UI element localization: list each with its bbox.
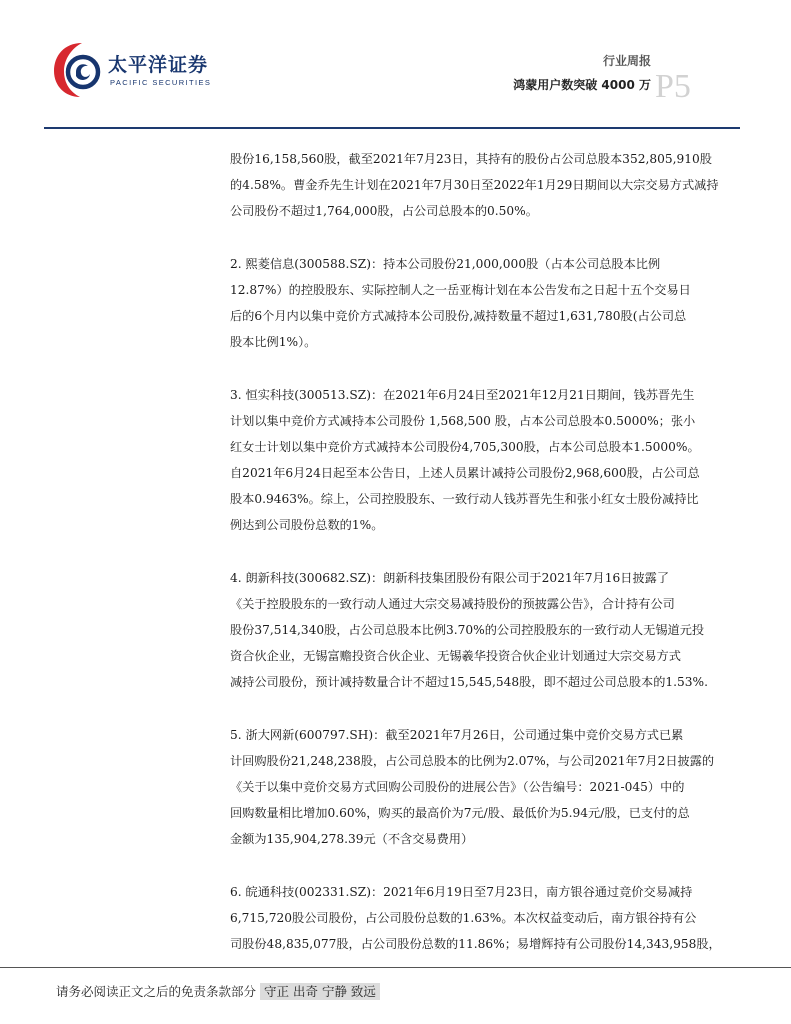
report-type: 行业周报 (602, 54, 651, 68)
company-logo (52, 40, 212, 100)
header-divider (44, 127, 740, 129)
company-slogan: 守正 出奇 宁静 致远 (260, 983, 380, 1000)
report-body (230, 146, 736, 984)
paragraph (230, 722, 736, 852)
text-line: 计划以集中竞价方式减持本公司股份 1,568,500 股，占本公司总股本0.5000%；张小 (230, 414, 696, 428)
paragraph (230, 565, 736, 695)
text-line: 《关于控股股东的一致行动人通过大宗交易减持股份的预披露公告》，合计持有公司 (230, 597, 675, 611)
footer-divider (0, 967, 791, 968)
text-line: 《关于以集中竞价交易方式回购公司股份的进展公告》（公告编号：2021-045）中的 (230, 780, 685, 794)
text-line: 的4.58%。曹金乔先生计划在2021年7月30日至2022年1月29日期间以大宗交易方式减持 (230, 178, 719, 192)
text-line: 股份37,514,340股，占公司总股本比例3.70%的公司控股股东的一致行动人无锡道元投 (230, 623, 705, 637)
text-line: 公司股份不超过1,764,000股，占公司总股本的0.50%。 (230, 204, 538, 218)
disclaimer-notice: 请务必阅读正文之后的免责条款部分 (56, 984, 257, 999)
text-line: 司股份48,835,077股，占公司股份总数的11.86%；易增辉持有公司股份14,343,958股， (230, 937, 721, 951)
logo-chinese-name: 太平洋证券 (108, 54, 209, 76)
paragraph (230, 382, 736, 538)
text-line: 3. 恒实科技(300513.SZ)：在2021年6月24日至2021年12月21日期间，钱苏晋先生 (230, 388, 695, 402)
logo-english-name: PACIFIC SECURITIES (110, 78, 212, 87)
text-line: 资合伙企业，无锡富赡投资合伙企业、无锡羲华投资合伙企业计划通过大宗交易方式 (230, 649, 681, 663)
report-title: 鸿蒙用户数突破 4000 万 (513, 78, 651, 92)
text-line: 12.87%）的控股股东、实际控制人之一岳亚梅计划在本公告发布之日起十五个交易日 (230, 283, 691, 297)
text-line: 自2021年6月24日起至本公告日，上述人员累计减持公司股份2,968,600股，占公司总 (230, 466, 700, 480)
text-line: 减持公司股份，预计减持数量合计不超过15,545,548股，即不超过公司总股本的1.53%. (230, 675, 708, 689)
text-line: 股份16,158,560股，截至2021年7月23日，其持有的股份占公司总股本352,805,910股 (230, 152, 712, 166)
text-line: 后的6个月内以集中竞价方式减持本公司股份,减持数量不超过1,631,780股(占公司总 (230, 309, 687, 323)
paragraph (230, 251, 736, 355)
text-line: 2. 熙菱信息(300588.SZ)：持本公司股份21,000,000股（占本公司总股本比例 (230, 257, 661, 271)
text-line: 6,715,720股公司股份，占公司股份总数的1.63%。本次权益变动后，南方银谷持有公 (230, 911, 697, 925)
paragraph (230, 879, 736, 957)
text-line: 回购数量相比增加0.60%，购买的最高价为7元/股、最低价为5.94元/股，已支付的总 (230, 806, 690, 820)
text-line: 股本比例1%）。 (230, 335, 317, 349)
text-line: 股本0.9463%。综上，公司控股股东、一致行动人钱苏晋先生和张小红女士股份减持比 (230, 492, 699, 506)
paragraph (230, 146, 736, 224)
text-line: 计回购股份21,248,238股，占公司总股本的比例为2.07%，与公司2021年7月2日披露的 (230, 754, 715, 768)
text-line: 5. 浙大网新(600797.SH)：截至2021年7月26日，公司通过集中竞价交易方式已累 (230, 728, 684, 742)
text-line: 例达到公司股份总数的1%。 (230, 518, 384, 532)
page-number: P5 (655, 68, 691, 105)
text-line: 6. 皖通科技(002331.SZ)：2021年6月19日至7月23日，南方银谷通过竞价交易减持 (230, 885, 693, 899)
page-footer (56, 982, 380, 1000)
text-line: 金额为135,904,278.39元（不含交易费用） (230, 832, 474, 846)
text-line: 红女士计划以集中竞价方式减持本公司股份4,705,300股，占本公司总股本1.5000%。 (230, 440, 700, 454)
company-emblem-icon (52, 40, 104, 100)
text-line: 4. 朗新科技(300682.SZ)：朗新科技集团股份有限公司于2021年7月16日披露了 (230, 571, 670, 585)
